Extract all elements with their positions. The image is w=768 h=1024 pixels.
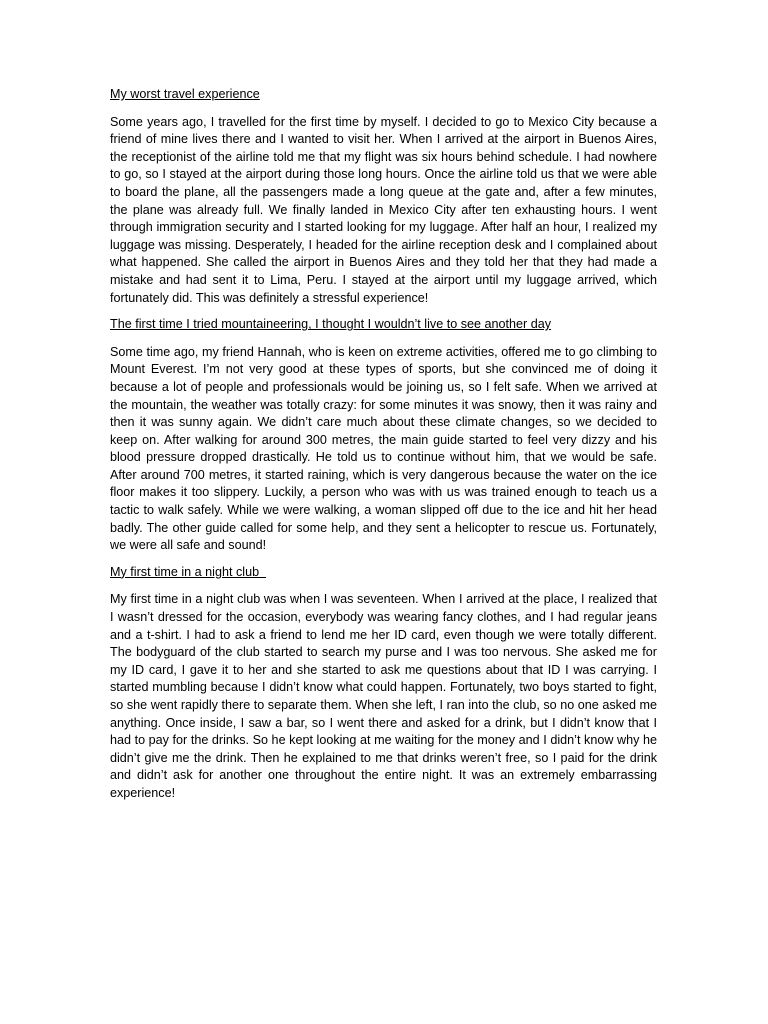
- section-body: Some time ago, my friend Hannah, who is keen on extreme activities, offered me to go climbing to Mount Everest. I’m not very good at these types of sports, but she convinced me of doing it because a lot of people and professionals would be joining us, so I felt safe. When we arrived at the mountain, the weather was totally crazy: for some minutes it was snowy, then it was rainy and then it was sunny again. We didn’t care much about these climate changes, so we decided to keep on. After walking for around 300 metres, the main guide started to feel very dizzy and his blood pressure dropped drastically. He told us to continue without him, that we would be safe. After around 700 metres, it started raining, which is very dangerous because the water on the ice floor makes it too slippery. Luckily, a person who was with us was trained enough to teach us a tactic to walk safely. While we were walking, a woman slipped off due to the ice and hit her head badly. The other guide called for some help, and they sent a helicopter to rescue us. Fortunately, we were all safe and sound!: [110, 344, 657, 553]
- section-worst-travel: [110, 86, 657, 307]
- section-body: Some years ago, I travelled for the first time by myself. I decided to go to Mexico City because a friend of mine lives there and I wanted to visit her. When I arrived at the airport in Buenos Aires, the receptionist of the airline told me that my flight was six hours behind schedule. I had nowhere to go, so I stayed at the airport during those long hours. Once the airline told us that we were able to board the plane, all the passengers made a long queue at the gate and, after a few minutes, the plane was already full. We finally landed in Mexico City after ten exhausting hours. I went through immigration security and I started looking for my luggage. After half an hour, I realized my luggage was missing. Desperately, I headed for the airline reception desk and I complained about what happened. She called the airport in Buenos Aires and they told her that they had made a mistake and had sent it to Lima, Peru. I stayed at the airport until my luggage arrived, which fortunately did. This was definitely a stressful experience!: [110, 114, 657, 305]
- section-night-club: [110, 564, 657, 803]
- section-title: My worst travel experience: [110, 87, 260, 101]
- section-title: The first time I tried mountaineering, I thought I wouldn’t live to see another day: [110, 317, 552, 332]
- section-title: My first time in a night club: [110, 564, 267, 579]
- section-mountaineering: [110, 316, 657, 555]
- section-body: My first time in a night club was when I was seventeen. When I arrived at the place, I realized that I wasn’t dressed for the occasion, everybody was wearing fancy clothes, and I had regular jeans and a t-shirt. I had to ask a friend to lend me her ID card, even though we were totally different. The bodyguard of the club started to search my purse and I was too nervous. She asked me for my ID card, I gave it to her and she started to ask me questions about that ID I was carrying. I started mumbling because I didn’t know what could happen. Fortunately, two boys started to fight, so she went rapidly there to separate them. When she left, I ran into the club, so no one asked me anything. Once inside, I saw a bar, so I went there and asked for a drink, but I didn’t know that I had to pay for the drinks. So he kept looking at me waiting for the money and I didn’t know why he didn’t give me the drink. Then he explained to me that drinks weren’t free, so I paid for the drink and didn’t ask for another one throughout the entire night. It was an extremely embarrassing experience!: [110, 592, 657, 800]
- document-page: [110, 86, 657, 812]
